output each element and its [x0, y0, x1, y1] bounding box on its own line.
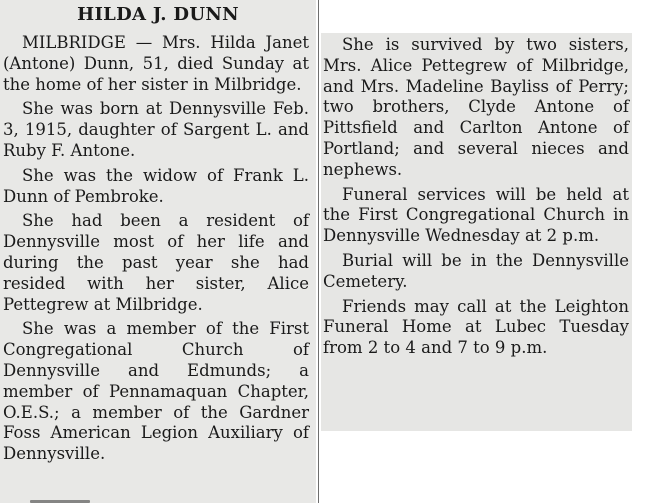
paragraph-survivors: She is survived by two sisters, Mrs. Alice Pettegrew of Milbridge, and Mrs. Madeline Bayliss of Perry; two brothers, Clyde Antone of Pittsfield and Carlton Antone of Portland; and several nieces and nephews. [323, 35, 629, 179]
obituary-title: HILDA J. DUNN [77, 4, 239, 25]
paragraph-burial: Burial will be in the Dennysville Cemetery. [323, 250, 629, 291]
paragraph-residence: She had been a resident of Dennysville most of her life and during the past year she had resided with her sister, Alice Pettegrew at Milbridge. [3, 211, 309, 314]
paragraph-funeral: Funeral services will be held at the First Congregational Church in Dennysville Wednesday at 2 p.m. [323, 184, 629, 246]
column-divider [318, 0, 319, 503]
paragraph-visitation: Friends may call at the Leighton Funeral Home at Lubec Tuesday from 2 to 4 and 7 to 9 p.m. [323, 296, 629, 358]
right-column-text [323, 35, 629, 363]
paragraph-memberships: She was a member of the First Congregational Church of Dennysville and Edmunds; a member of Pennamaquan Chapter, O.E.S.; a member of the Gardner Foss American Legion Auxiliary of Dennysville. [3, 319, 309, 464]
paragraph-birth: She was born at Dennysville Feb. 3, 1915, daughter of Sargent L. and Ruby F. Antone. [3, 99, 309, 160]
paragraph-intro: MILBRIDGE — Mrs. Hilda Janet (Antone) Dunn, 51, died Sunday at the home of her sister in Milbridge. [3, 33, 309, 94]
paragraph-widow: She was the widow of Frank L. Dunn of Pembroke. [3, 165, 309, 206]
left-column-text [3, 33, 309, 469]
